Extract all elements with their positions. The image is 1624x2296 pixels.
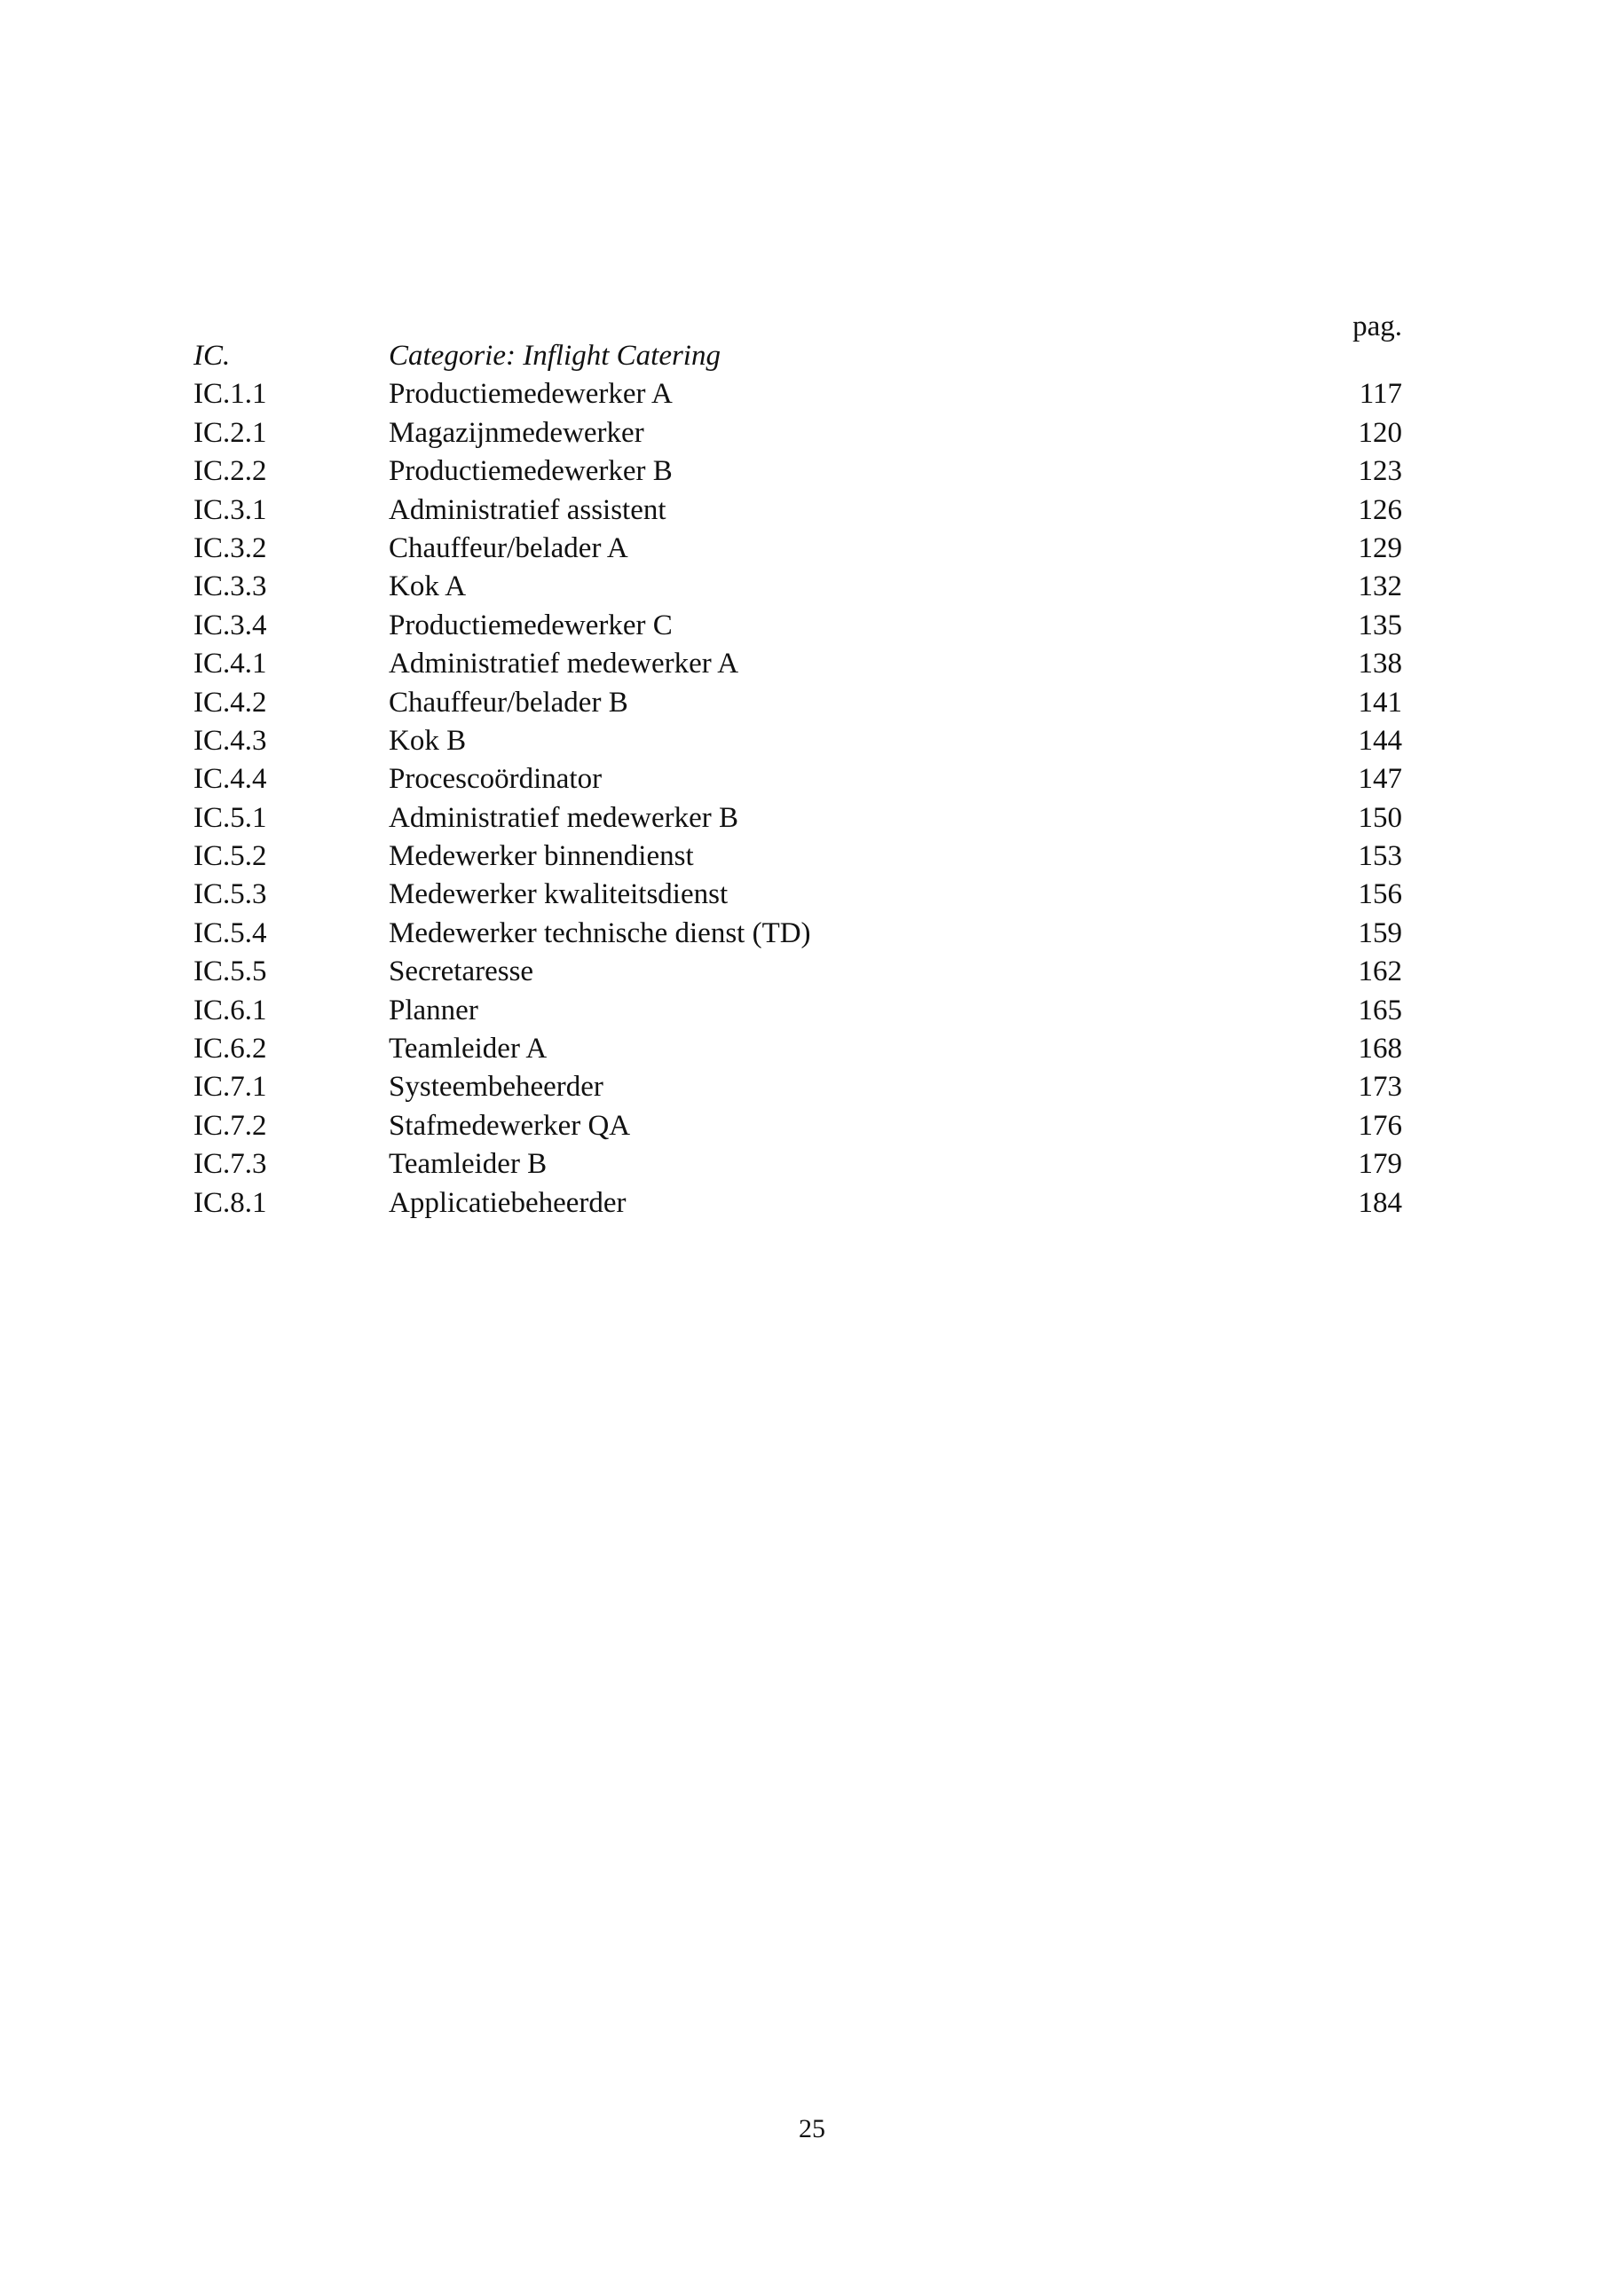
entry-code: IC.1.1 [193,378,267,411]
entry-title: Teamleider A [389,1033,548,1065]
entry-title: Magazijnmedewerker [389,416,644,449]
entry-code: IC.5.5 [193,955,267,988]
entry-code: IC.4.4 [193,763,267,796]
entry-code: IC.2.2 [193,455,267,488]
toc-entry [193,722,1402,760]
entry-page-number: 129 [1358,531,1402,564]
entry-title: Secretaresse [389,955,534,988]
entry-page-number: 120 [1358,416,1402,449]
entry-title: Teamleider B [389,1148,548,1181]
toc-entry-list [193,375,1402,1223]
entry-code: IC.4.2 [193,686,267,719]
entry-title: Planner [389,994,478,1026]
entry-page-number: 165 [1358,994,1402,1026]
toc-entry [193,953,1402,991]
toc-entry [193,837,1402,876]
toc-entry [193,607,1402,645]
entry-page-number: 117 [1359,378,1402,411]
toc-entry [193,568,1402,606]
toc-entry [193,452,1402,491]
toc-entry [193,915,1402,953]
entry-code: IC.4.3 [193,724,267,757]
entry-title: Productiemedewerker A [389,378,673,411]
entry-title: Stafmedewerker QA [389,1109,631,1142]
toc-entry [193,799,1402,837]
toc-entry [193,1184,1402,1223]
toc-entry [193,876,1402,914]
entry-code: IC.3.4 [193,609,267,641]
toc-entry [193,1145,1402,1183]
entry-title: Productiemedewerker B [389,455,673,488]
toc-entry [193,491,1402,530]
entry-page-number: 159 [1358,916,1402,949]
entry-title: Applicatiebeheerder [389,1186,627,1219]
toc-entry [193,530,1402,568]
toc-entry [193,645,1402,683]
entry-title: Administratief assistent [389,493,666,526]
toc-entry [193,375,1402,413]
entry-page-number: 153 [1358,840,1402,873]
entry-title: Administratief medewerker B [389,801,739,834]
entry-code: IC.7.3 [193,1148,267,1181]
entry-page-number: 147 [1358,763,1402,796]
entry-page-number: 135 [1358,609,1402,641]
toc-entry [193,1068,1402,1106]
entry-title: Administratief medewerker A [389,648,739,680]
entry-page-number: 132 [1358,570,1402,603]
entry-page-number: 179 [1358,1148,1402,1181]
entry-code: IC.3.2 [193,531,267,564]
page-number: 25 [799,2114,825,2143]
entry-code: IC.5.2 [193,840,267,873]
toc-entry [193,414,1402,452]
entry-title: Medewerker binnendienst [389,840,694,873]
page-column-label: pag. [1352,311,1402,342]
entry-page-number: 144 [1358,724,1402,757]
category-title: Categorie: Inflight Catering [389,340,721,372]
toc-page-column-header-row [193,293,1402,342]
entry-code: IC.7.2 [193,1109,267,1142]
entry-code: IC.5.4 [193,916,267,949]
entry-code: IC.3.1 [193,493,267,526]
entry-code: IC.3.3 [193,570,267,603]
toc-entry [193,760,1402,798]
entry-title: Kok A [389,570,467,603]
entry-code: IC.5.3 [193,878,267,911]
entry-page-number: 162 [1358,955,1402,988]
entry-title: Medewerker kwaliteitsdienst [389,878,729,911]
entry-code: IC.2.1 [193,416,267,449]
entry-page-number: 126 [1358,493,1402,526]
entry-title: Kok B [389,724,467,757]
entry-page-number: 150 [1358,801,1402,834]
entry-code: IC.6.2 [193,1033,267,1065]
toc-entry [193,1107,1402,1145]
entry-code: IC.4.1 [193,648,267,680]
entry-title: Chauffeur/belader B [389,686,628,719]
entry-page-number: 123 [1358,455,1402,488]
entry-title: Chauffeur/belader A [389,531,628,564]
toc-entry [193,684,1402,722]
entry-title: Productiemedewerker C [389,609,673,641]
entry-title: Systeembeheerder [389,1071,603,1104]
entry-page-number: 184 [1358,1186,1402,1219]
entry-code: IC.8.1 [193,1186,267,1219]
category-code: IC. [193,340,231,372]
table-of-contents [193,293,1402,1223]
entry-page-number: 176 [1358,1109,1402,1142]
toc-entry [193,992,1402,1030]
entry-page-number: 141 [1358,686,1402,719]
toc-entry [193,1030,1402,1068]
entry-page-number: 138 [1358,648,1402,680]
entry-code: IC.6.1 [193,994,267,1026]
entry-page-number: 168 [1358,1033,1402,1065]
entry-title: Procescoördinator [389,763,603,796]
entry-page-number: 173 [1358,1071,1402,1104]
category-heading [193,337,1402,375]
entry-code: IC.5.1 [193,801,267,834]
entry-title: Medewerker technische dienst (TD) [389,916,811,949]
entry-page-number: 156 [1358,878,1402,911]
entry-code: IC.7.1 [193,1071,267,1104]
